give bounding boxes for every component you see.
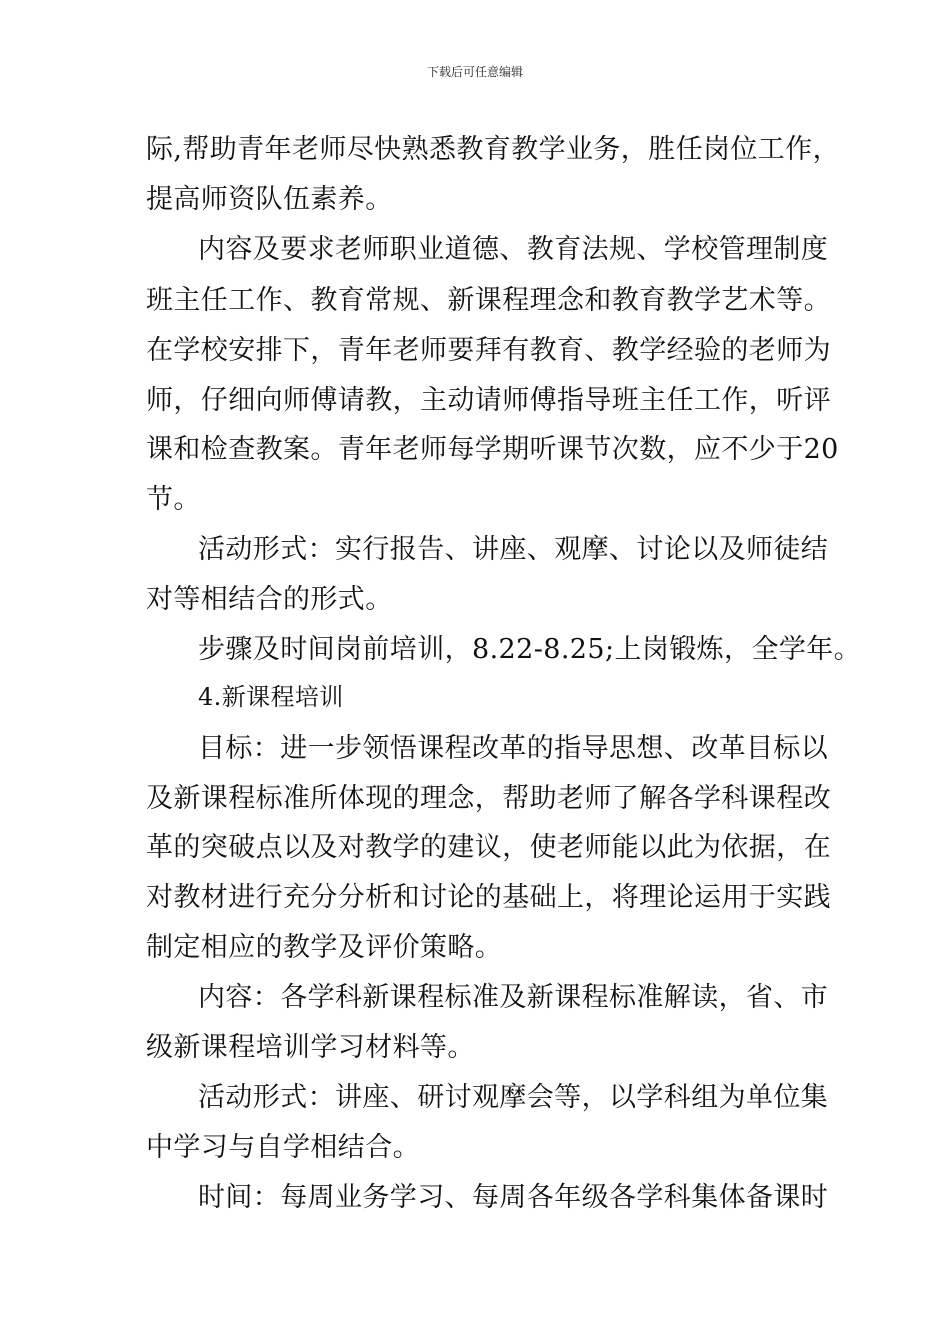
text-line: 及新课程标准所体现的理念，帮助老师了解各学科课程改: [146, 783, 831, 814]
text-line: 师，仔细向师傅请教，主动请师傅指导班主任工作，听评: [146, 385, 831, 416]
text-line: 节。: [146, 484, 201, 515]
paragraph-start: 步骤及时间岗前培训，8.22-8.25;上岗锻炼，全学年。: [198, 634, 862, 665]
text-line: 级新课程培训学习材料等。: [146, 1032, 475, 1063]
paragraph-start: 内容及要求老师职业道德、教育法规、学校管理制度: [198, 234, 829, 265]
paragraph-start: 目标：进一步领悟课程改革的指导思想、改革目标以: [198, 733, 829, 764]
text-line: 对等相结合的形式。: [146, 584, 393, 615]
section-heading: 4.新课程培训: [198, 683, 344, 711]
paragraph-start: 活动形式：讲座、研讨观摩会等，以学科组为单位集: [198, 1082, 829, 1113]
page-header: 下载后可任意编辑: [426, 65, 523, 79]
text-line: 班主任工作、教育常规、新课程理念和教育教学艺术等。: [146, 285, 831, 316]
text-line: 在学校安排下，青年老师要拜有教育、教学经验的老师为: [146, 335, 831, 366]
text-line: 课和检查教案。青年老师每学期听课节次数，应不少于20: [146, 434, 839, 465]
paragraph-start: 时间：每周业务学习、每周各年级各学科集体备课时: [198, 1182, 829, 1213]
paragraph-start: 活动形式：实行报告、讲座、观摩、讨论以及师徒结: [198, 534, 829, 565]
text-line: 对教材进行充分分析和讨论的基础上，将理论运用于实践: [146, 882, 831, 913]
text-line: 制定相应的教学及评价策略。: [146, 932, 503, 963]
paragraph-start: 内容：各学科新课程标准及新课程标准解读，省、市: [198, 982, 829, 1013]
text-line: 革的突破点以及对教学的建议，使老师能以此为依据，在: [146, 832, 831, 863]
text-line: 中学习与自学相结合。: [146, 1132, 420, 1163]
text-line: 提高师资队伍素养。: [146, 184, 393, 215]
text-line: 际,帮助青年老师尽快熟悉教育教学业务，胜任岗位工作，: [146, 134, 840, 165]
